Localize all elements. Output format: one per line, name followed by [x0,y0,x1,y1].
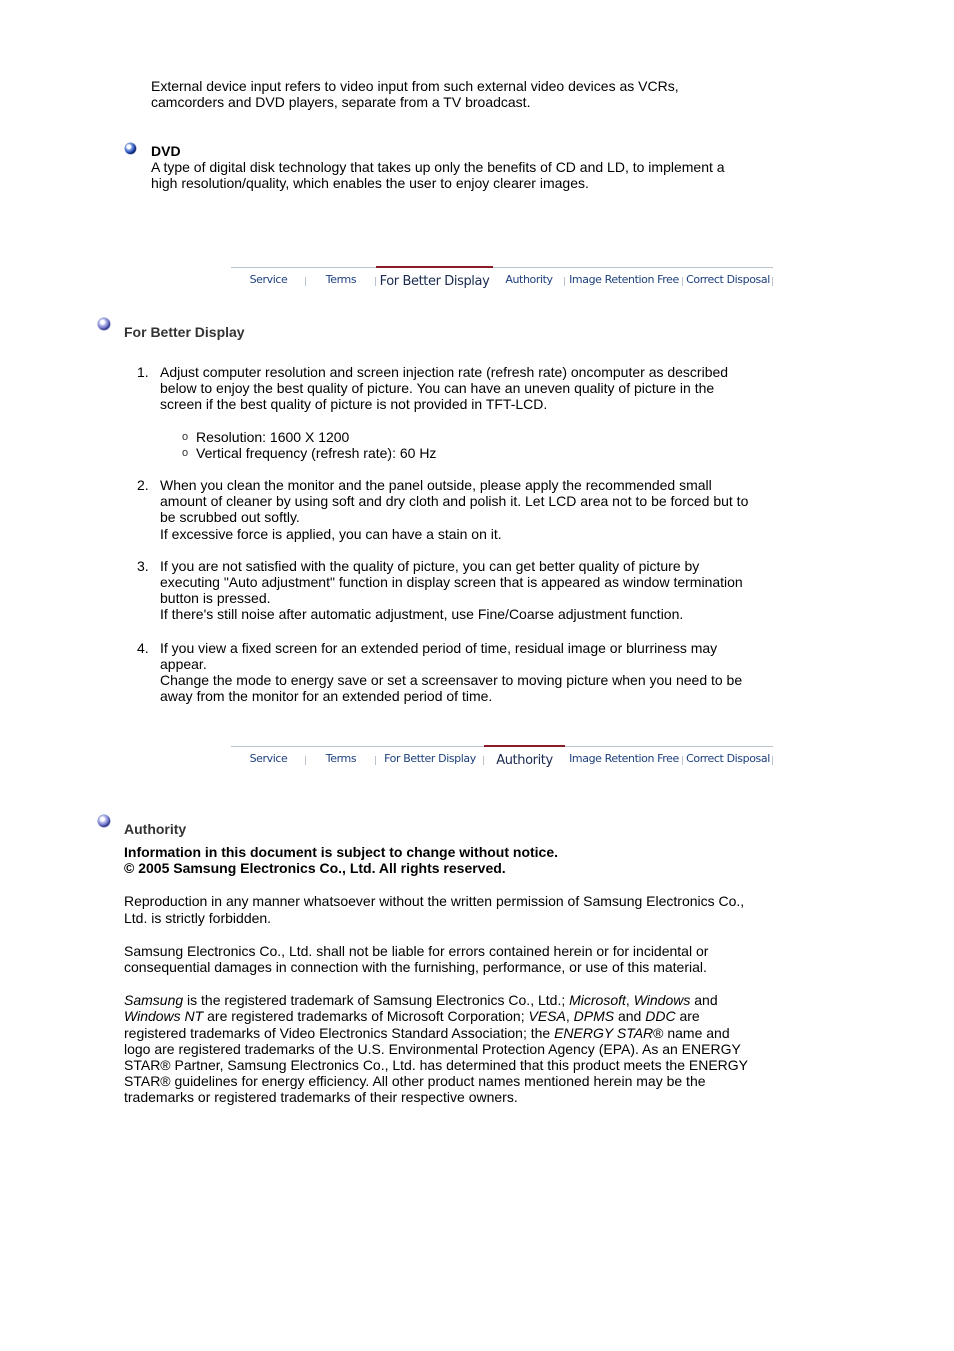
list-item [124,640,756,705]
trademark-windows-nt: Windows NT [124,1008,204,1025]
tab-for-better-display[interactable] [376,266,493,292]
better-display-list [124,364,756,704]
trademark-text [124,992,756,1105]
list-item-text: When you clean the monitor and the panel outside, please apply the recommended small amount of cleaner by using soft and dry cloth and polish it. Let LCD area not to be forced but to be scrubbed out softly. [160,477,749,526]
tab-label: Image Retention Free [569,273,679,286]
section-title-authority: Authority [124,821,187,837]
trademark-fragment: , [625,992,634,1009]
list-number: 3. [137,557,149,574]
list-item-text: Adjust computer resolution and screen injection rate (refresh rate) oncomputer as described below to enjoy the best quality of picture. You can have an uneven quality of picture in the screen if the best quality of picture is not provided in TFT-LCD. [160,364,729,413]
tab-terms[interactable] [306,268,376,292]
list-item [124,364,756,477]
copyright-text: © 2005 Samsung Electronics Co., Ltd. All rights reserved. [124,860,506,877]
tab-label: Correct Disposal [686,752,770,765]
list-item [124,558,756,640]
trademark-dpms: DPMS [573,1008,615,1025]
tab-label: Terms [325,273,357,286]
list-item [124,477,756,558]
sub-list-item [182,429,756,445]
reproduction-text: Reproduction in any manner whatsoever without the written permission of Samsung Electronics Co., Ltd. is strictly forbidden. [124,893,745,926]
trademark-fragment: and [690,992,718,1009]
tab-service[interactable] [231,268,306,292]
list-number: 4. [137,639,149,656]
dvd-title: DVD [151,143,181,159]
authority-body [124,844,756,1106]
section-bullet-icon [98,815,110,827]
list-number: 2. [137,477,149,494]
trademark-energy-star: ENERGY STAR [554,1024,654,1041]
tab-divider [772,277,773,286]
tab-terms[interactable] [306,747,376,771]
trademark-fragment: ® name and logo are registered trademarks of the U.S. Environmental Protection Agency (EPA). As an ENERGY STAR® Partner, Samsung Electronics Co., Ltd. has determined that this product meets the ENERGY STAR® guidelines for energy efficiency. All other product names mentioned herein may be the trademarks or registered trademarks of their respective owners. [124,1024,748,1106]
tab-service[interactable] [231,747,306,771]
tab-for-better-display[interactable] [376,747,484,771]
list-item-text: Change the mode to energy save or set a screensaver to moving picture when you need to be away from the monitor for an extended period of time. [160,672,743,705]
circle-bullet-icon: o [182,430,189,443]
trademark-fragment: are registered trademarks of Microsoft Corporation; [203,1008,529,1025]
bullet-icon [125,143,136,154]
liability-text: Samsung Electronics Co., Ltd. shall not be liable for errors contained herein or for incidental or consequential damages in connection with the furnishing, performance, or use of this material. [124,942,709,976]
sub-list-item [182,445,756,461]
list-item-text: If there's still noise after automatic adjustment, use Fine/Coarse adjustment function. [160,606,684,623]
sub-list [182,429,756,461]
dvd-text: A type of digital disk technology that takes up only the benefits of CD and LD, to implement a high resolution/quality, which enables the user to enjoy clearer images. [151,159,725,192]
trademark-microsoft: Microsoft [569,992,626,1009]
list-item-text: If excessive force is applied, you can have a stain on it. [160,525,502,542]
dvd-definition [151,143,751,192]
intro-paragraph: External device input refers to video input from such external video devices as VCRs, camcorders and DVD players, separate from a TV broadcast. [151,78,679,111]
tab-label: Correct Disposal [686,273,770,286]
trademark-fragment: and [614,1008,646,1025]
tab-image-retention-free[interactable] [565,747,683,771]
section-nav-1 [231,267,773,292]
tab-correct-disposal[interactable] [683,268,773,292]
sub-item-text: Vertical frequency (refresh rate): 60 Hz [196,444,437,461]
section-nav-2 [231,746,773,771]
tab-label: Authority [496,753,553,768]
tab-authority[interactable] [484,745,565,771]
tab-label: For Better Display [384,752,476,765]
section-bullet-icon [98,318,110,330]
trademark-fragment: is the registered trademark of Samsung Electronics Co., Ltd.; [183,992,570,1009]
list-item-text: If you are not satisfied with the quality of picture, you can get better quality of picture by executing "Auto adjustment" function in display screen that is appeared as window termination button is pressed. [160,557,743,607]
trademark-ddc: DDC [645,1008,676,1025]
tab-authority[interactable] [493,268,565,292]
section-title-better-display: For Better Display [124,324,245,340]
trademark-windows: Windows [633,992,691,1009]
tab-label: Terms [325,752,357,765]
trademark-samsung: Samsung [124,992,184,1009]
trademark-fragment: , [565,1008,574,1025]
tab-label: For Better Display [379,274,490,289]
tab-correct-disposal[interactable] [683,747,773,771]
tab-label: Service [249,752,288,765]
tab-label: Authority [505,273,553,286]
list-number: 1. [137,364,149,380]
tab-image-retention-free[interactable] [565,268,683,292]
notice-text: Information in this document is subject to change without notice. [124,844,559,860]
tab-label: Service [249,273,288,286]
list-item-text: If you view a fixed screen for an extended period of time, residual image or blurriness may appear. [160,639,718,672]
circle-bullet-icon: o [182,446,189,459]
sub-item-text: Resolution: 1600 X 1200 [196,428,350,445]
tab-label: Image Retention Free [569,752,679,765]
trademark-fragment: are registered trademarks of Video Electronics Standard Association; the [124,1008,700,1041]
trademark-vesa: VESA [528,1008,566,1025]
tab-divider [772,756,773,765]
